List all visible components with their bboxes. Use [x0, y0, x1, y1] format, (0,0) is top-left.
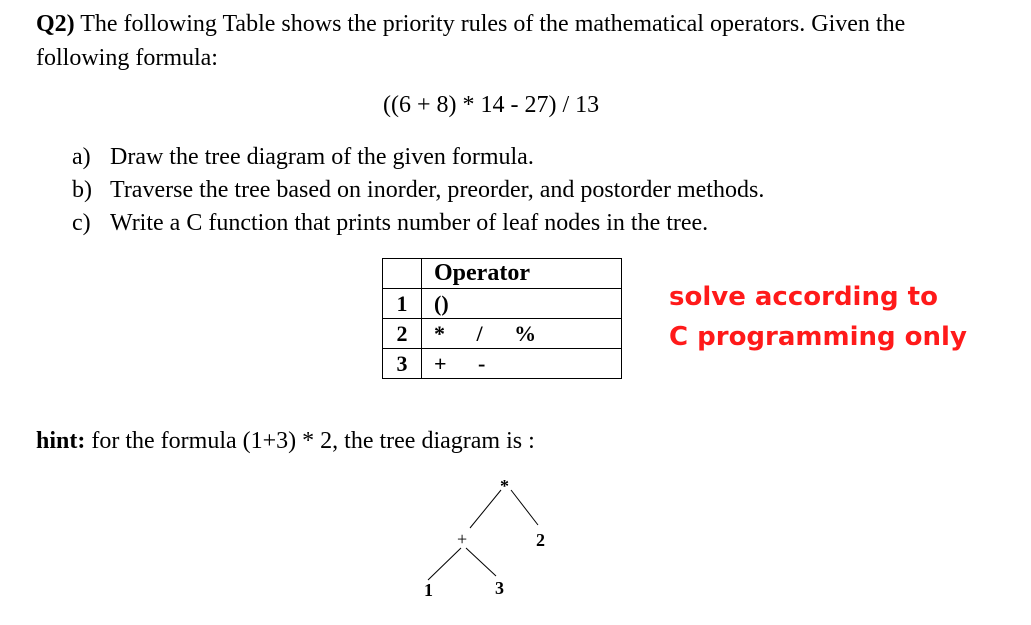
table-header-blank — [383, 259, 422, 289]
operator-symbol: / — [476, 320, 483, 346]
tree-node-root: * — [500, 476, 509, 496]
table-row — [383, 349, 622, 379]
hint-label: hint: — [36, 428, 86, 454]
note-line-1: solve according to — [669, 282, 938, 312]
operators-cell — [422, 319, 622, 349]
task-b-text: Traverse the tree based on inorder, preorder, and postorder methods. — [110, 177, 765, 203]
task-c-text: Write a C function that prints number of leaf nodes in the tree. — [110, 210, 709, 236]
priority-cell: 3 — [383, 349, 422, 379]
given-formula: ((6 + 8) * 14 - 27) / 13 — [383, 92, 600, 118]
tree-node-left-left: 1 — [424, 580, 433, 600]
task-b-mark: b) — [72, 177, 92, 203]
task-c-mark: c) — [72, 210, 91, 236]
hint-line — [36, 428, 535, 455]
task-a — [72, 144, 534, 171]
tree-edge — [428, 548, 461, 580]
table-header-row — [383, 259, 622, 289]
operator-symbol: % — [514, 320, 537, 346]
operator-symbol: + — [434, 350, 447, 376]
task-a-mark: a) — [72, 144, 91, 170]
task-a-text: Draw the tree diagram of the given formula. — [110, 144, 534, 170]
operator-priority-table — [382, 258, 622, 379]
operators-cell — [422, 349, 622, 379]
tree-edge — [466, 548, 496, 576]
operator-symbol: - — [478, 350, 486, 376]
priority-cell: 2 — [383, 319, 422, 349]
question-label: Q2) — [36, 11, 75, 37]
question-line-1 — [36, 10, 905, 38]
tree-edge — [511, 490, 538, 525]
tree-node-left: + — [457, 529, 468, 549]
tree-node-left-right: 3 — [495, 578, 504, 598]
operator-symbol: * — [434, 320, 445, 346]
note-line-2: C programming only — [669, 322, 967, 352]
tree-node-right: 2 — [536, 530, 545, 550]
question-text-1: The following Table shows the priority rules of the mathematical operators. Given the — [74, 11, 906, 37]
operator-symbol: () — [434, 290, 449, 316]
table-row — [383, 289, 622, 319]
tree-edge — [470, 490, 501, 528]
hint-text: for the formula (1+3) * 2, the tree diagram is : — [85, 428, 535, 454]
task-b — [72, 177, 764, 204]
task-c — [72, 210, 708, 237]
priority-cell: 1 — [383, 289, 422, 319]
table-header-operator: Operator — [422, 259, 622, 289]
example-tree-diagram — [400, 470, 580, 610]
operators-cell — [422, 289, 622, 319]
table-row — [383, 319, 622, 349]
question-line-2: following formula: — [36, 45, 218, 71]
